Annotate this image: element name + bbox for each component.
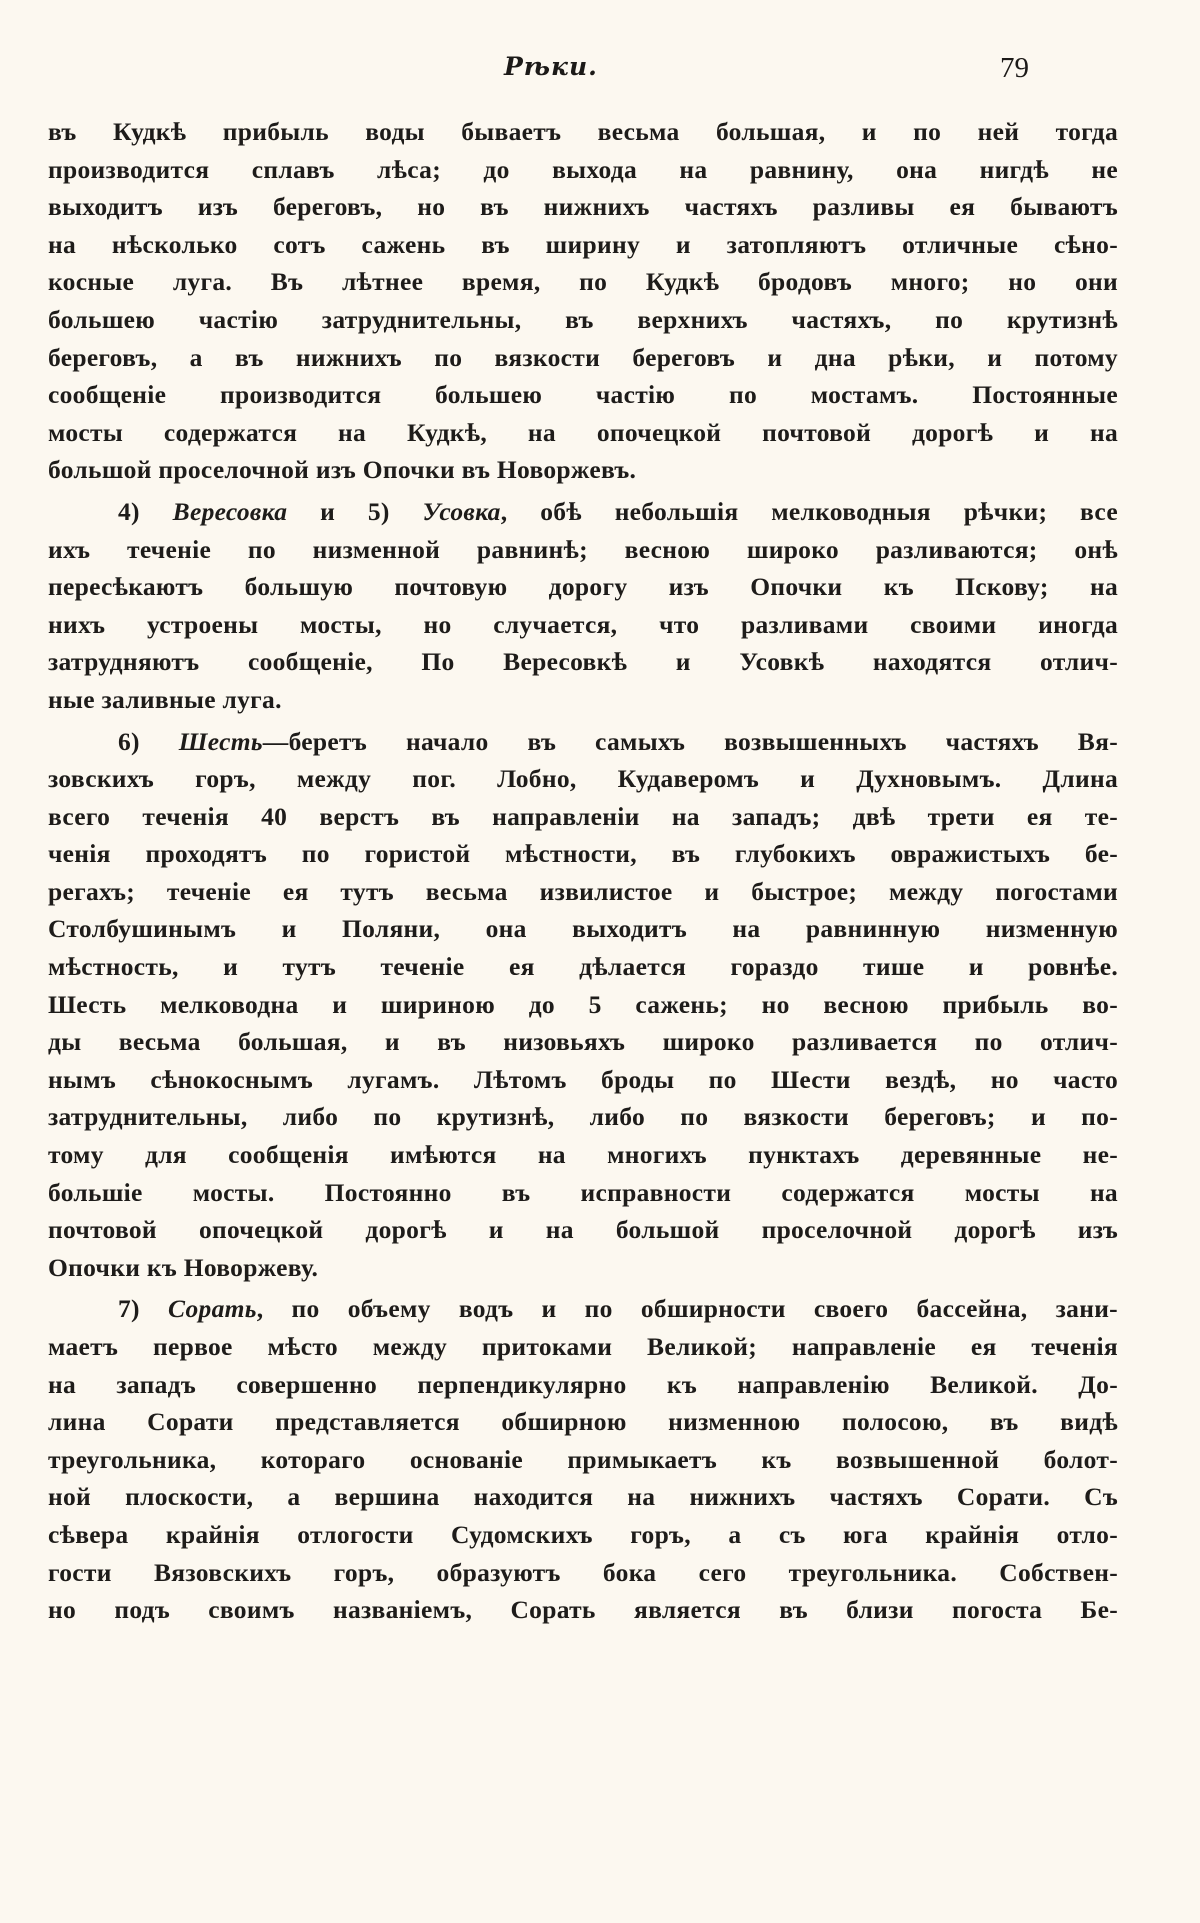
text-line — [48, 723, 1118, 761]
text-line: затрудняютъ сообщеніе, По Вересовкѣ и Усовкѣ находятся отлич- — [48, 647, 1118, 677]
text-line: Шесть мелководна и шириною до 5 сажень; но весною прибыль во- — [48, 989, 1118, 1019]
text-line: въ Кудкѣ прибыль воды бываетъ весьма большая, и по ней тогда — [48, 117, 1118, 146]
page-number: 79 — [1000, 52, 1029, 84]
text-line: ной плоскости, а вершина находится на нижнихъ частяхъ Сорати. Съ — [48, 1482, 1118, 1512]
text-line: нихъ устроены мосты, но случается, что разливами своими иногда — [48, 609, 1118, 639]
paragraph-sorat — [48, 1290, 1118, 1628]
body-text — [48, 113, 1118, 1629]
text-line: большіе мосты. Постоянно въ исправности содержатся мосты на — [48, 1177, 1118, 1207]
text-line: на нѣсколько сотъ сажень въ ширину и затопляютъ отличные сѣно- — [48, 229, 1118, 259]
text-line: производится сплавъ лѣса; до выхода на равнину, она нигдѣ не — [48, 154, 1118, 184]
river-name: Шесть — [178, 726, 263, 756]
line-rest: —беретъ начало въ самыхъ возвышенныхъ частяхъ Вя- — [262, 726, 1118, 756]
line-rest: , по объему водъ и по обширности своего бассейна, зани- — [256, 1294, 1118, 1324]
running-title: Рѣки. — [504, 52, 598, 81]
river-name: Усовка — [422, 496, 501, 526]
text-line: ихъ теченіе по низменной равнинѣ; весною широко разливаются; онѣ — [48, 534, 1118, 564]
text-line: ные заливные луга. — [48, 684, 282, 714]
text-line: мосты содержатся на Кудкѣ, на опочецкой почтовой дорогѣ и на — [48, 417, 1118, 447]
text-line: Столбушинымъ и Поляни, она выходитъ на равнинную низменную — [48, 914, 1118, 944]
text-line: ченія проходятъ по гористой мѣстности, въ глубокихъ овражистыхъ бе- — [48, 839, 1118, 869]
line-rest: , обѣ небольшія мелководныя рѣчки; все — [500, 496, 1118, 526]
text-line: сообщеніе производится большею частію по мостамъ. Постоянные — [48, 380, 1118, 410]
text-line: почтовой опочецкой дорогѣ и на большой проселочной дорогѣ изъ — [48, 1215, 1118, 1245]
text-line: выходитъ изъ береговъ, но въ нижнихъ частяхъ разливы ея бываютъ — [48, 192, 1118, 222]
text-line: лина Сорати представляется обширною низменною полосою, въ видѣ — [48, 1407, 1118, 1437]
paragraph-shest — [48, 723, 1118, 1287]
item-joiner: и 5) — [320, 496, 390, 526]
text-line — [48, 1290, 1118, 1328]
running-header — [0, 52, 1200, 92]
text-line: на западъ совершенно перпендикулярно къ направленію Великой. До- — [48, 1369, 1118, 1399]
text-line: всего теченія 40 верстъ въ направленіи на западъ; двѣ трети ея те- — [48, 801, 1118, 831]
text-line: Опочки къ Новоржеву. — [48, 1252, 319, 1282]
text-line: ды весьма большая, и въ низовьяхъ широко разливается по отлич- — [48, 1027, 1118, 1057]
text-line: большой проселочной изъ Опочки въ Новоржевъ. — [48, 455, 637, 485]
paragraph-veresovka-usovka — [48, 493, 1118, 719]
text-line: мѣстность, и тутъ теченіе ея дѣлается гораздо тише и ровнѣе. — [48, 952, 1118, 982]
paragraph-kudka-continuation — [48, 113, 1118, 489]
text-line: но подъ своимъ названіемъ, Сорать является въ близи погоста Бе- — [48, 1595, 1118, 1625]
text-line: гости Вязовскихъ горъ, образуютъ бока сего треугольника. Собствен- — [48, 1557, 1118, 1587]
item-number: 4) — [118, 496, 140, 526]
text-line: зовскихъ горъ, между пог. Лобно, Кудаверомъ и Духновымъ. Длина — [48, 764, 1118, 794]
text-line: пересѣкаютъ большую почтовую дорогу изъ Опочки къ Пскову; на — [48, 572, 1118, 602]
text-line: треугольника, котораго основаніе примыкаетъ къ возвышенной болот- — [48, 1444, 1118, 1474]
text-line — [48, 493, 1118, 531]
item-number: 6) — [118, 726, 140, 756]
text-line: регахъ; теченіе ея тутъ весьма извилистое и быстрое; между погостами — [48, 876, 1118, 906]
river-name: Сорать — [167, 1294, 257, 1324]
text-line: затруднительны, либо по крутизнѣ, либо по вязкости береговъ; и по- — [48, 1102, 1118, 1132]
text-line: береговъ, а въ нижнихъ по вязкости береговъ и дна рѣки, и потому — [48, 342, 1118, 372]
text-line: нымъ сѣнокоснымъ лугамъ. Лѣтомъ броды по Шести вездѣ, но часто — [48, 1064, 1118, 1094]
text-line: большею частію затруднительны, въ верхнихъ частяхъ, по крутизнѣ — [48, 304, 1118, 334]
text-line: тому для сообщенія имѣются на многихъ пунктахъ деревянные не- — [48, 1140, 1118, 1170]
text-line: сѣвера крайнія отлогости Судомскихъ горъ, а съ юга крайнія отло- — [48, 1519, 1118, 1549]
text-line: маетъ первое мѣсто между притоками Великой; направленіе ея теченія — [48, 1332, 1118, 1361]
river-name: Вересовка — [172, 496, 288, 526]
text-line: косные луга. Въ лѣтнее время, по Кудкѣ бродовъ много; но они — [48, 267, 1118, 297]
item-number: 7) — [118, 1294, 140, 1324]
